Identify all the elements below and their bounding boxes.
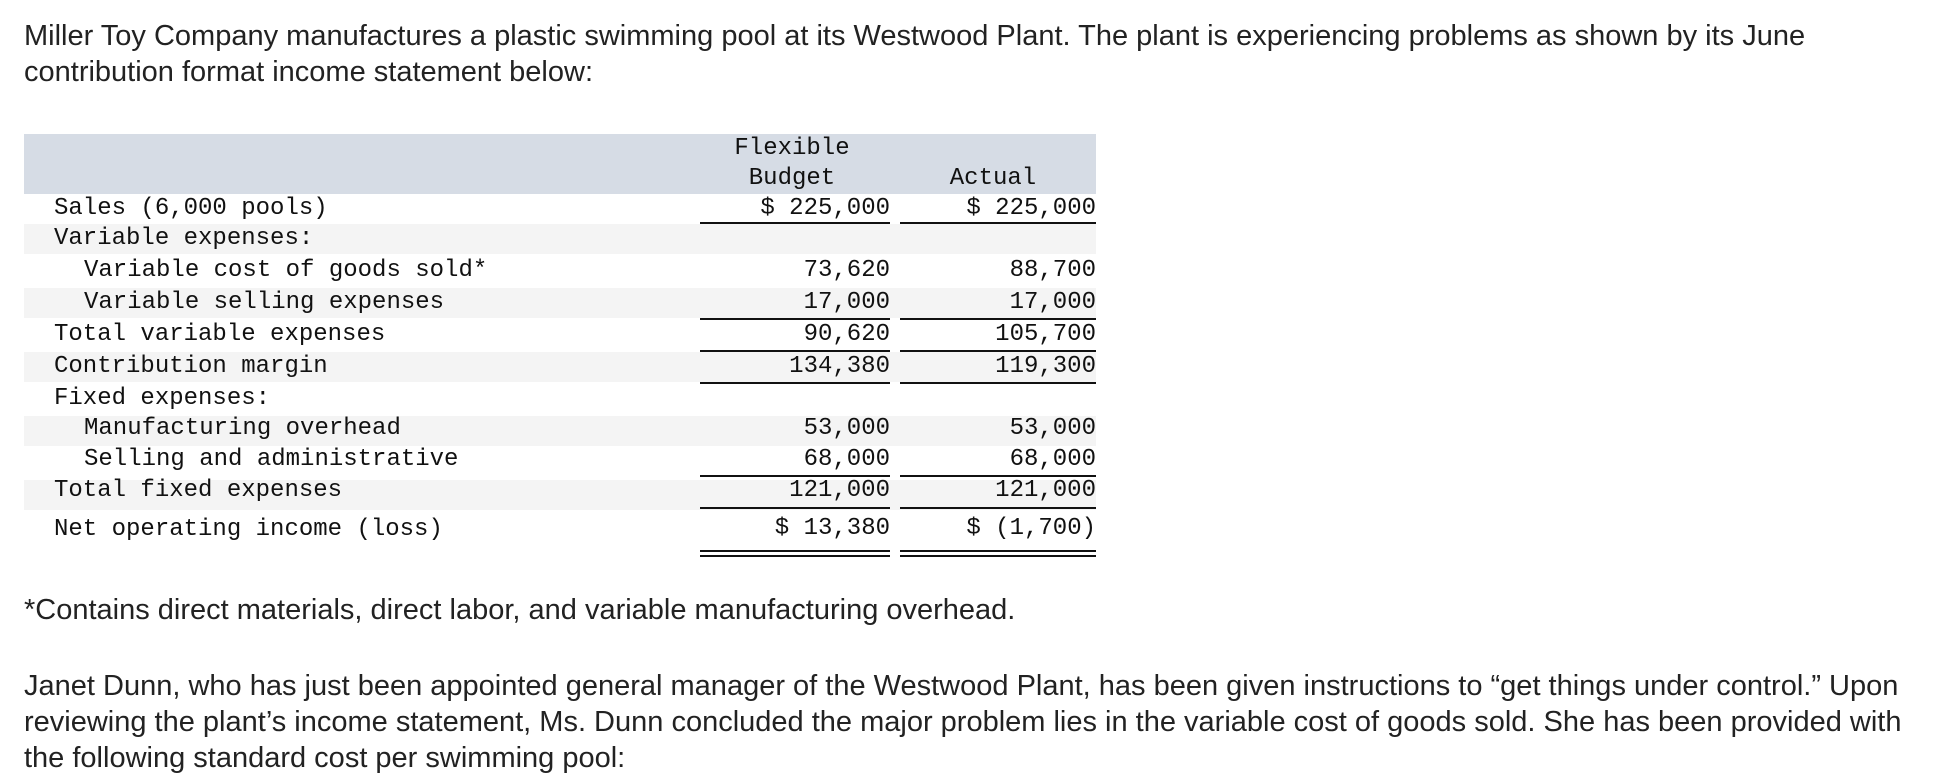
flexible-total-variable: 90,620 — [803, 321, 890, 348]
row-label-variable-cogs: Variable cost of goods sold* — [84, 257, 488, 284]
flexible-total-fixed: 121,000 — [789, 477, 890, 504]
flexible-variable-selling: 17,000 — [803, 289, 890, 316]
income-statement-table — [24, 134, 1096, 559]
actual-header: Actual — [949, 165, 1037, 192]
flexible-budget-header-line1: Flexible — [734, 135, 850, 162]
column-underline — [700, 382, 890, 384]
row-label-variable-selling: Variable selling expenses — [84, 289, 445, 316]
actual-manufacturing-overhead: 53,000 — [1009, 415, 1096, 442]
row-label-fixed-expenses: Fixed expenses: — [54, 385, 271, 412]
row-label-manufacturing-overhead: Manufacturing overhead — [84, 415, 401, 442]
row-label-selling-admin: Selling and administrative — [84, 446, 459, 473]
closing-paragraph: Janet Dunn, who has just been appointed general manager of the Westwood Plant, has been given instructions to “get things under control.” Upon reviewing the plant’s income statement, Ms. Dunn concluded the major problem lies in the variable cost of goods sold. She has been provided with the following standard cost per swimming pool: — [24, 670, 1902, 774]
double-underline — [900, 550, 1096, 552]
flexible-budget-header-line2: Budget — [748, 165, 836, 192]
actual-contribution-margin: 119,300 — [995, 353, 1096, 380]
actual-total-variable: 105,700 — [995, 321, 1096, 348]
actual-sales: $ 225,000 — [966, 195, 1096, 222]
actual-selling-admin: 68,000 — [1009, 446, 1096, 473]
flexible-sales: $ 225,000 — [760, 195, 890, 222]
row-label-total-fixed: Total fixed expenses — [54, 477, 343, 504]
footnote: *Contains direct materials, direct labor, and variable manufacturing overhead. — [24, 594, 1016, 626]
flexible-contribution-margin: 134,380 — [789, 353, 890, 380]
actual-variable-cogs: 88,700 — [1009, 257, 1096, 284]
row-label-sales: Sales (6,000 pools) — [54, 195, 328, 222]
actual-total-fixed: 121,000 — [995, 477, 1096, 504]
flexible-net-operating-income: $ 13,380 — [774, 515, 890, 542]
row-label-total-variable: Total variable expenses — [54, 321, 386, 348]
column-underline — [900, 507, 1096, 509]
flexible-selling-admin: 68,000 — [803, 446, 890, 473]
row-label-variable-expenses: Variable expenses: — [54, 225, 314, 252]
double-underline — [700, 555, 890, 557]
row-label-contribution-margin: Contribution margin — [54, 353, 328, 380]
double-underline — [700, 550, 890, 552]
actual-variable-selling: 17,000 — [1009, 289, 1096, 316]
column-underline — [900, 222, 1096, 224]
actual-net-operating-income: $ (1,700) — [966, 515, 1096, 542]
row-label-net-operating-income: Net operating income (loss) — [54, 516, 443, 543]
column-underline — [700, 507, 890, 509]
column-underline — [700, 222, 890, 224]
flexible-manufacturing-overhead: 53,000 — [803, 415, 890, 442]
double-underline — [900, 555, 1096, 557]
column-underline — [900, 382, 1096, 384]
intro-paragraph: Miller Toy Company manufactures a plastic swimming pool at its Westwood Plant. The plant is experiencing problems as shown by its June contribution format income statement below: — [24, 20, 1806, 88]
flexible-variable-cogs: 73,620 — [803, 257, 890, 284]
